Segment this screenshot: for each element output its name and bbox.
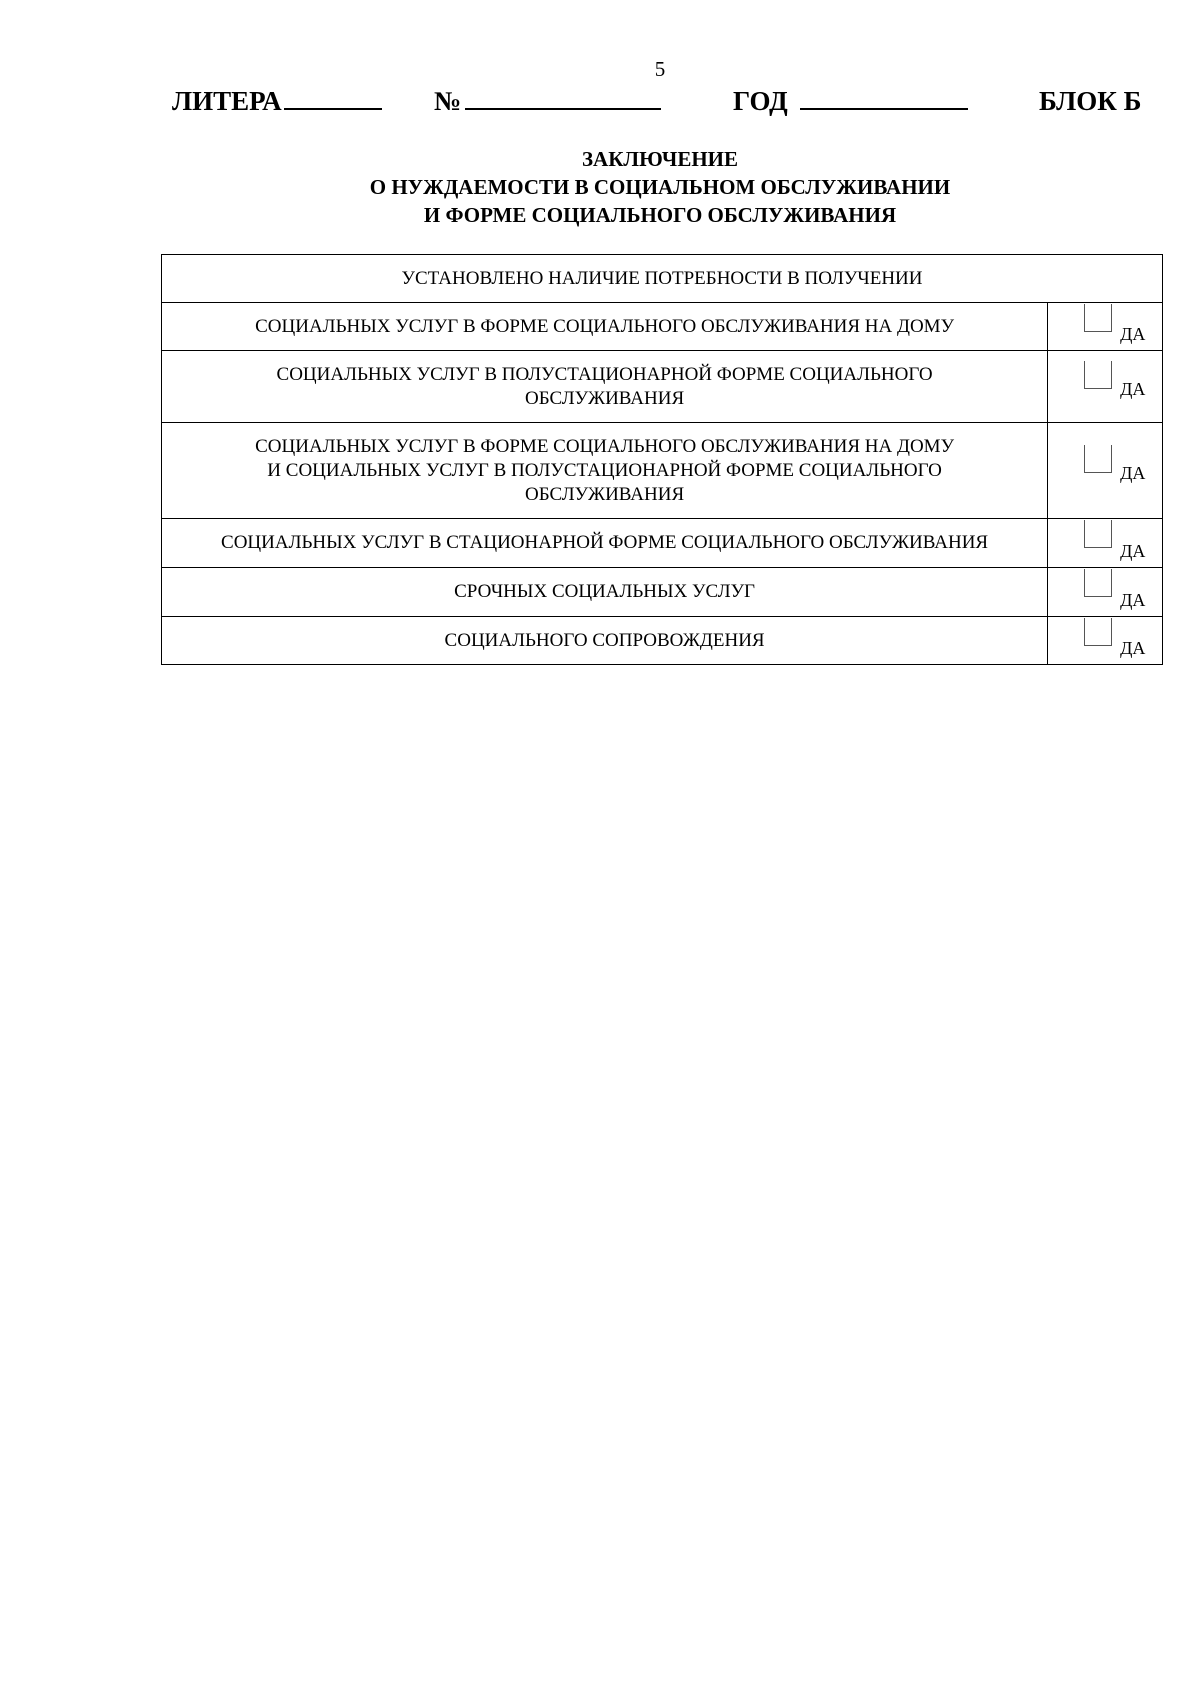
option-cell — [1048, 303, 1163, 351]
option-cell — [1048, 351, 1163, 423]
row-label-line: СОЦИАЛЬНОГО СОПРОВОЖДЕНИЯ — [444, 629, 765, 651]
row-label-line: СОЦИАЛЬНЫХ УСЛУГ В ФОРМЕ СОЦИАЛЬНОГО ОБСЛУЖИВАНИЯ НА ДОМУ — [255, 435, 955, 457]
row-label-line: СРОЧНЫХ СОЦИАЛЬНЫХ УСЛУГ — [454, 581, 756, 602]
row-label — [162, 303, 1048, 351]
yes-checkbox[interactable] — [1084, 520, 1112, 548]
title-line-2: О НУЖДАЕМОСТИ В СОЦИАЛЬНОМ ОБСЛУЖИВАНИИ — [369, 175, 951, 199]
row-label-line: ОБСЛУЖИВАНИЯ — [525, 387, 685, 409]
title-line-3: И ФОРМЕ СОЦИАЛЬНОГО ОБСЛУЖИВАНИЯ — [423, 203, 897, 227]
row-label — [162, 617, 1048, 665]
row-label-line: СОЦИАЛЬНЫХ УСЛУГ В ПОЛУСТАЦИОНАРНОЙ ФОРМЕ СОЦИАЛЬНОГО — [276, 363, 933, 385]
yes-checkbox[interactable] — [1084, 618, 1112, 646]
option-cell — [1048, 568, 1163, 617]
row-label-line: И СОЦИАЛЬНЫХ УСЛУГ В ПОЛУСТАЦИОНАРНОЙ ФОРМЕ СОЦИАЛЬНОГО — [267, 459, 942, 481]
table-row — [162, 303, 1163, 351]
document-title — [330, 145, 990, 229]
table-row — [162, 519, 1163, 568]
yes-label: ДА — [1120, 379, 1146, 399]
row-label-line: ОБСЛУЖИВАНИЯ — [525, 483, 685, 505]
option-cell — [1048, 617, 1163, 665]
block-label: БЛОК Б — [1039, 86, 1142, 116]
litera-field — [172, 86, 382, 117]
title-line-1: ЗАКЛЮЧЕНИЕ — [581, 147, 739, 171]
litera-label: ЛИТЕРА — [172, 86, 282, 116]
row-label — [162, 519, 1048, 568]
page-number: 5 — [654, 57, 666, 81]
year-label: ГОД — [733, 86, 788, 116]
yes-label: ДА — [1120, 463, 1146, 483]
table-row — [162, 617, 1163, 665]
year-blank[interactable] — [800, 86, 968, 110]
row-label-line: СОЦИАЛЬНЫХ УСЛУГ В СТАЦИОНАРНОЙ ФОРМЕ СОЦИАЛЬНОГО ОБСЛУЖИВАНИЯ — [221, 532, 989, 553]
number-label: № — [434, 86, 462, 116]
yes-label: ДА — [1120, 324, 1146, 344]
litera-blank[interactable] — [284, 86, 382, 110]
option-cell — [1048, 519, 1163, 568]
yes-label: ДА — [1120, 638, 1146, 658]
table-heading: УСТАНОВЛЕНО НАЛИЧИЕ ПОТРЕБНОСТИ В ПОЛУЧЕНИИ — [162, 255, 1163, 303]
needs-table — [161, 254, 1163, 665]
table-row — [162, 351, 1163, 423]
yes-label: ДА — [1120, 541, 1146, 561]
number-field — [434, 86, 661, 117]
yes-label: ДА — [1120, 590, 1146, 610]
row-label — [162, 423, 1048, 519]
row-label — [162, 568, 1048, 617]
yes-checkbox[interactable] — [1084, 569, 1112, 597]
table-row — [162, 568, 1163, 617]
table-row — [162, 423, 1163, 519]
row-label — [162, 351, 1048, 423]
number-blank[interactable] — [465, 86, 661, 110]
row-label-line: СОЦИАЛЬНЫХ УСЛУГ В ФОРМЕ СОЦИАЛЬНОГО ОБСЛУЖИВАНИЯ НА ДОМУ — [255, 315, 955, 337]
form-header — [0, 86, 1200, 120]
yes-checkbox[interactable] — [1084, 304, 1112, 332]
option-cell — [1048, 423, 1163, 519]
yes-checkbox[interactable] — [1084, 361, 1112, 389]
year-field — [733, 86, 968, 117]
yes-checkbox[interactable] — [1084, 445, 1112, 473]
